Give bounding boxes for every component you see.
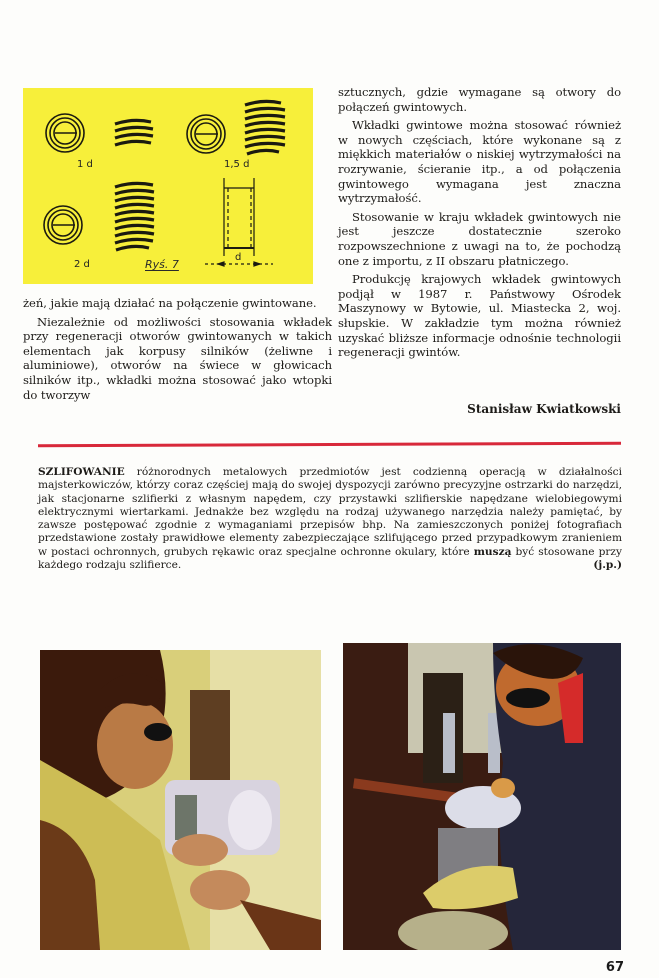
left-column — [23, 296, 332, 402]
insert-end-view-2d-icon — [44, 206, 82, 244]
thread-insert-drawing — [23, 88, 313, 284]
grinding-safety-note — [38, 466, 622, 572]
insert-coil-1d-icon — [115, 120, 153, 145]
author-byline: Stanisław Kwiatkowski — [467, 402, 621, 416]
label-2d: 2 d — [74, 259, 90, 270]
label-d: d — [235, 252, 242, 263]
bench-grinder-photo-illustration — [40, 650, 321, 950]
right-paragraph: Stosowanie w kraju wkładek gwintowych nie jest jeszcze dostatecznie szeroko rozpowszechnione z uwagi na to, że pochodzą one z importu, z II obszaru płatniczego. — [338, 209, 621, 268]
note-emphasis: muszą — [473, 545, 512, 558]
right-paragraph: Produkcję krajowych wkładek gwintowych podjął w 1987 r. Państwowy Ośrodek Maszynowy w Bytowie, ul. Miastecka 2, woj. słupskie. W zakładzie tym można również uzyskać bliższe informacje odnośnie technologii regeneracji gwintów. — [338, 272, 621, 360]
left-paragraph: Niezależnie od możliwości stosowania wkładek przy regeneracji otworów gwintowanych w takich elementach jak korpusy silników (żeliwne i aluminiowe), otworów na świece w głowicach silników itp., wkładki można stosować jako wtopki do tworzyw — [23, 314, 332, 402]
photo-angle-grinder — [343, 643, 621, 950]
figure-thread-inserts — [23, 88, 313, 284]
page-number: 67 — [605, 960, 624, 975]
note-lead-word: SZLIFOWANIE — [38, 466, 125, 478]
insert-end-view-1d-icon — [46, 114, 84, 152]
right-paragraph: Wkładki gwintowe można stosować również w nowych częściach, które wykonane są z miękkich materiałów o niskiej wytrzymałości na rozrywanie, ścieranie itp., a od połączenia gwintowego wymagana jest znaczna wytrzymałość. — [338, 118, 621, 206]
insert-end-view-1-5d-icon — [187, 115, 225, 153]
right-column — [338, 85, 621, 360]
note-text-1: różnorodnych metalowych przedmiotów jest codzienną operacją w działalności majsterkowiczów, którzy coraz częściej mają do swojej dyspozycji zarówno precyzyjne ostrzarki do narzędzi, jak stacjonarne szlifierki z własnym napędem, czy przystawki szlifierskie napędzane wielobiegowymi elektrycznymi wiertarkami. Jednakże bez względu na rodzaj używanego narzędzia należy pamiętać, by zawsze postępować zgodnie z wymaganiami przepisów bhp. Na zamieszczonych poniżej fotografiach przedstawione zostały prawidłowe elementy zabezpieczające szlifującego przed przypadkowym zranieniem w postaci ochronnych, grubych rękawic oraz specjalne ochronne okulary, które — [38, 466, 622, 558]
insert-coil-2d-icon — [115, 183, 154, 250]
left-paragraph: żeń, jakie mają działać na połączenie gwintowane. — [23, 296, 317, 310]
angle-grinder-photo-illustration — [343, 643, 621, 950]
red-divider — [38, 442, 621, 448]
insert-coil-1-5d-icon — [245, 101, 285, 154]
label-1-5d: 1,5 d — [224, 159, 250, 170]
figure-caption: Ryś. 7 — [145, 258, 179, 271]
note-text-2: być stosowane przy każdego rodzaju szlifierce. — [38, 545, 622, 572]
label-1d: 1 d — [77, 159, 93, 170]
right-paragraph: sztucznych, gdzie wymagane są otwory do połączeń gwintowych. — [338, 85, 621, 114]
note-signature: (j.p.) — [593, 559, 622, 572]
photo-bench-grinder — [40, 650, 321, 950]
